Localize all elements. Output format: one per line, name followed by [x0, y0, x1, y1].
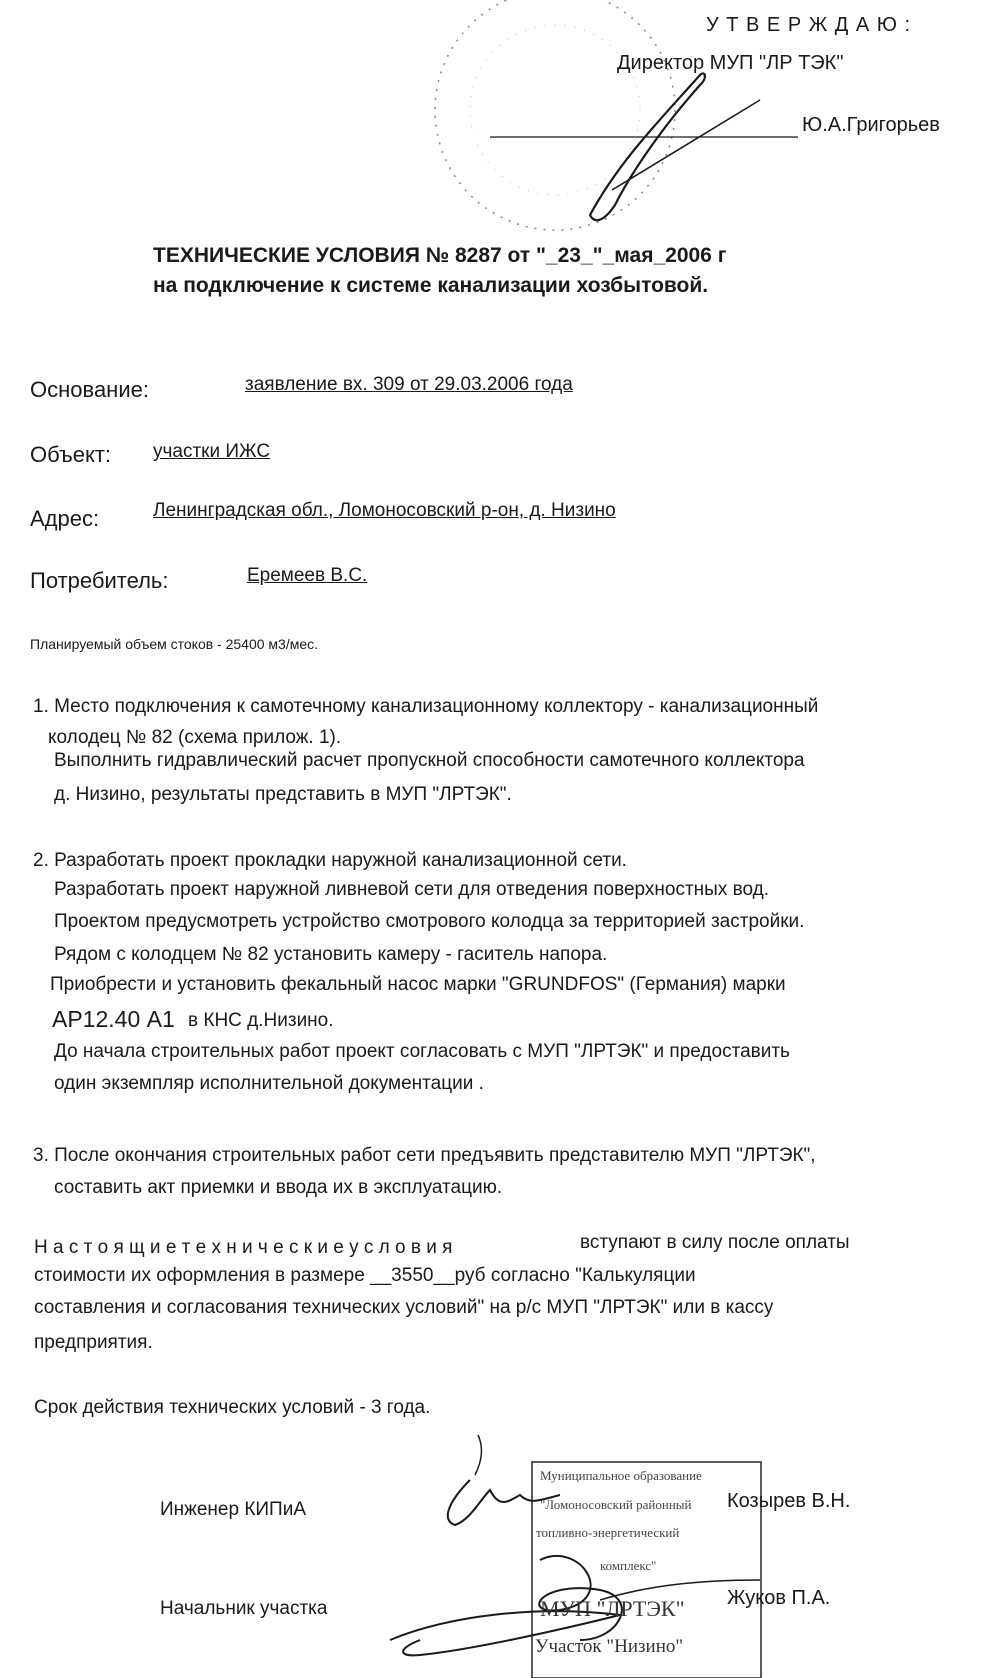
consumer-value: Еремеев В.С.: [247, 565, 368, 586]
address-label: Адрес:: [30, 506, 100, 531]
item-3-line: 3. После окончания строительных работ сети предъявить представителю МУП "ЛРТЭК",: [33, 1145, 816, 1166]
stamp-line: топливно-энергетический: [536, 1525, 680, 1540]
engineer-name: Козырев В.Н.: [727, 1490, 851, 1512]
terms-line: составления и согласования технических условий" на р/с МУП "ЛРТЭК" или в кассу: [34, 1297, 774, 1318]
approval-heading: У Т В Е Р Ж Д А Ю :: [706, 14, 912, 36]
item-1-line: Выполнить гидравлический расчет пропускной способности самотечного коллектора: [54, 750, 805, 771]
stamp-line: Участок "Низино": [535, 1636, 684, 1657]
item-2-line: Рядом с колодцем № 82 установить камеру - гаситель напора.: [54, 944, 608, 965]
stamp-line: Муниципальное образование: [540, 1468, 702, 1483]
terms-line: вступают в силу после оплаты: [580, 1232, 850, 1253]
approval-name: Ю.А.Григорьев: [802, 114, 940, 136]
item-2-line: До начала строительных работ проект согласовать с МУП "ЛРТЭК" и предоставить: [54, 1041, 790, 1062]
object-value: участки ИЖС: [153, 441, 271, 462]
item-1-line: 1. Место подключения к самотечному канализационному коллектору - канализационный: [33, 696, 819, 717]
chief-name: Жуков П.А.: [727, 1587, 831, 1609]
basis-value: заявление вх. 309 от 29.03.2006 года: [245, 374, 573, 395]
item-2-line: 2. Разработать проект прокладки наружной канализационной сети.: [33, 850, 627, 871]
item-2-line: Приобрести и установить фекальный насос марки "GRUNDFOS" (Германия) марки: [50, 974, 786, 995]
stamp-line: комплекс": [600, 1558, 657, 1573]
item-1-line: д. Низино, результаты представить в МУП "ЛРТЭК".: [54, 784, 512, 805]
terms-heading: Н а с т о я щ и е т е х н и ч е с к и е у с л о в и я: [34, 1237, 453, 1258]
pump-model: АР12.40 А1: [52, 1006, 175, 1032]
basis-label: Основание:: [30, 377, 149, 402]
address-value: Ленинградская обл., Ломоносовский р-он, д. Низино: [153, 500, 616, 521]
terms-line: предприятия.: [34, 1332, 153, 1353]
item-1-line: колодец № 82 (схема прилож. 1).: [48, 727, 342, 748]
document-subtitle: на подключение к системе канализации хозбытовой.: [153, 274, 709, 297]
consumer-label: Потребитель:: [30, 568, 169, 593]
item-2-line: один экземпляр исполнительной документации .: [54, 1073, 484, 1094]
engineer-position: Инженер КИПиА: [160, 1499, 306, 1520]
item-3-line: составить акт приемки и ввода их в эксплуатацию.: [54, 1177, 503, 1198]
item-2-line: в КНС д.Низино.: [188, 1010, 334, 1031]
chief-position: Начальник участка: [160, 1598, 328, 1619]
planned-volume: Планируемый объем стоков - 25400 м3/мес.: [30, 636, 319, 652]
stamp-line: МУП "ЛРТЭК": [540, 1596, 685, 1621]
stamp-line: "Ломоносовский районный: [540, 1497, 692, 1512]
item-2-line: Проектом предусмотреть устройство смотрового колодца за территорией застройки.: [54, 911, 805, 932]
object-label: Объект:: [30, 442, 112, 467]
terms-line: стоимости их оформления в размере __3550__руб согласно "Калькуляции: [34, 1265, 696, 1286]
validity-period: Срок действия технических условий - 3 года.: [34, 1397, 431, 1418]
item-2-line: Разработать проект наружной ливневой сети для отведения поверхностных вод.: [54, 879, 769, 900]
document-title: ТЕХНИЧЕСКИЕ УСЛОВИЯ № 8287 от "_23_"_мая_2006 г: [153, 244, 727, 267]
approval-position: Директор МУП "ЛР ТЭК": [617, 52, 844, 74]
